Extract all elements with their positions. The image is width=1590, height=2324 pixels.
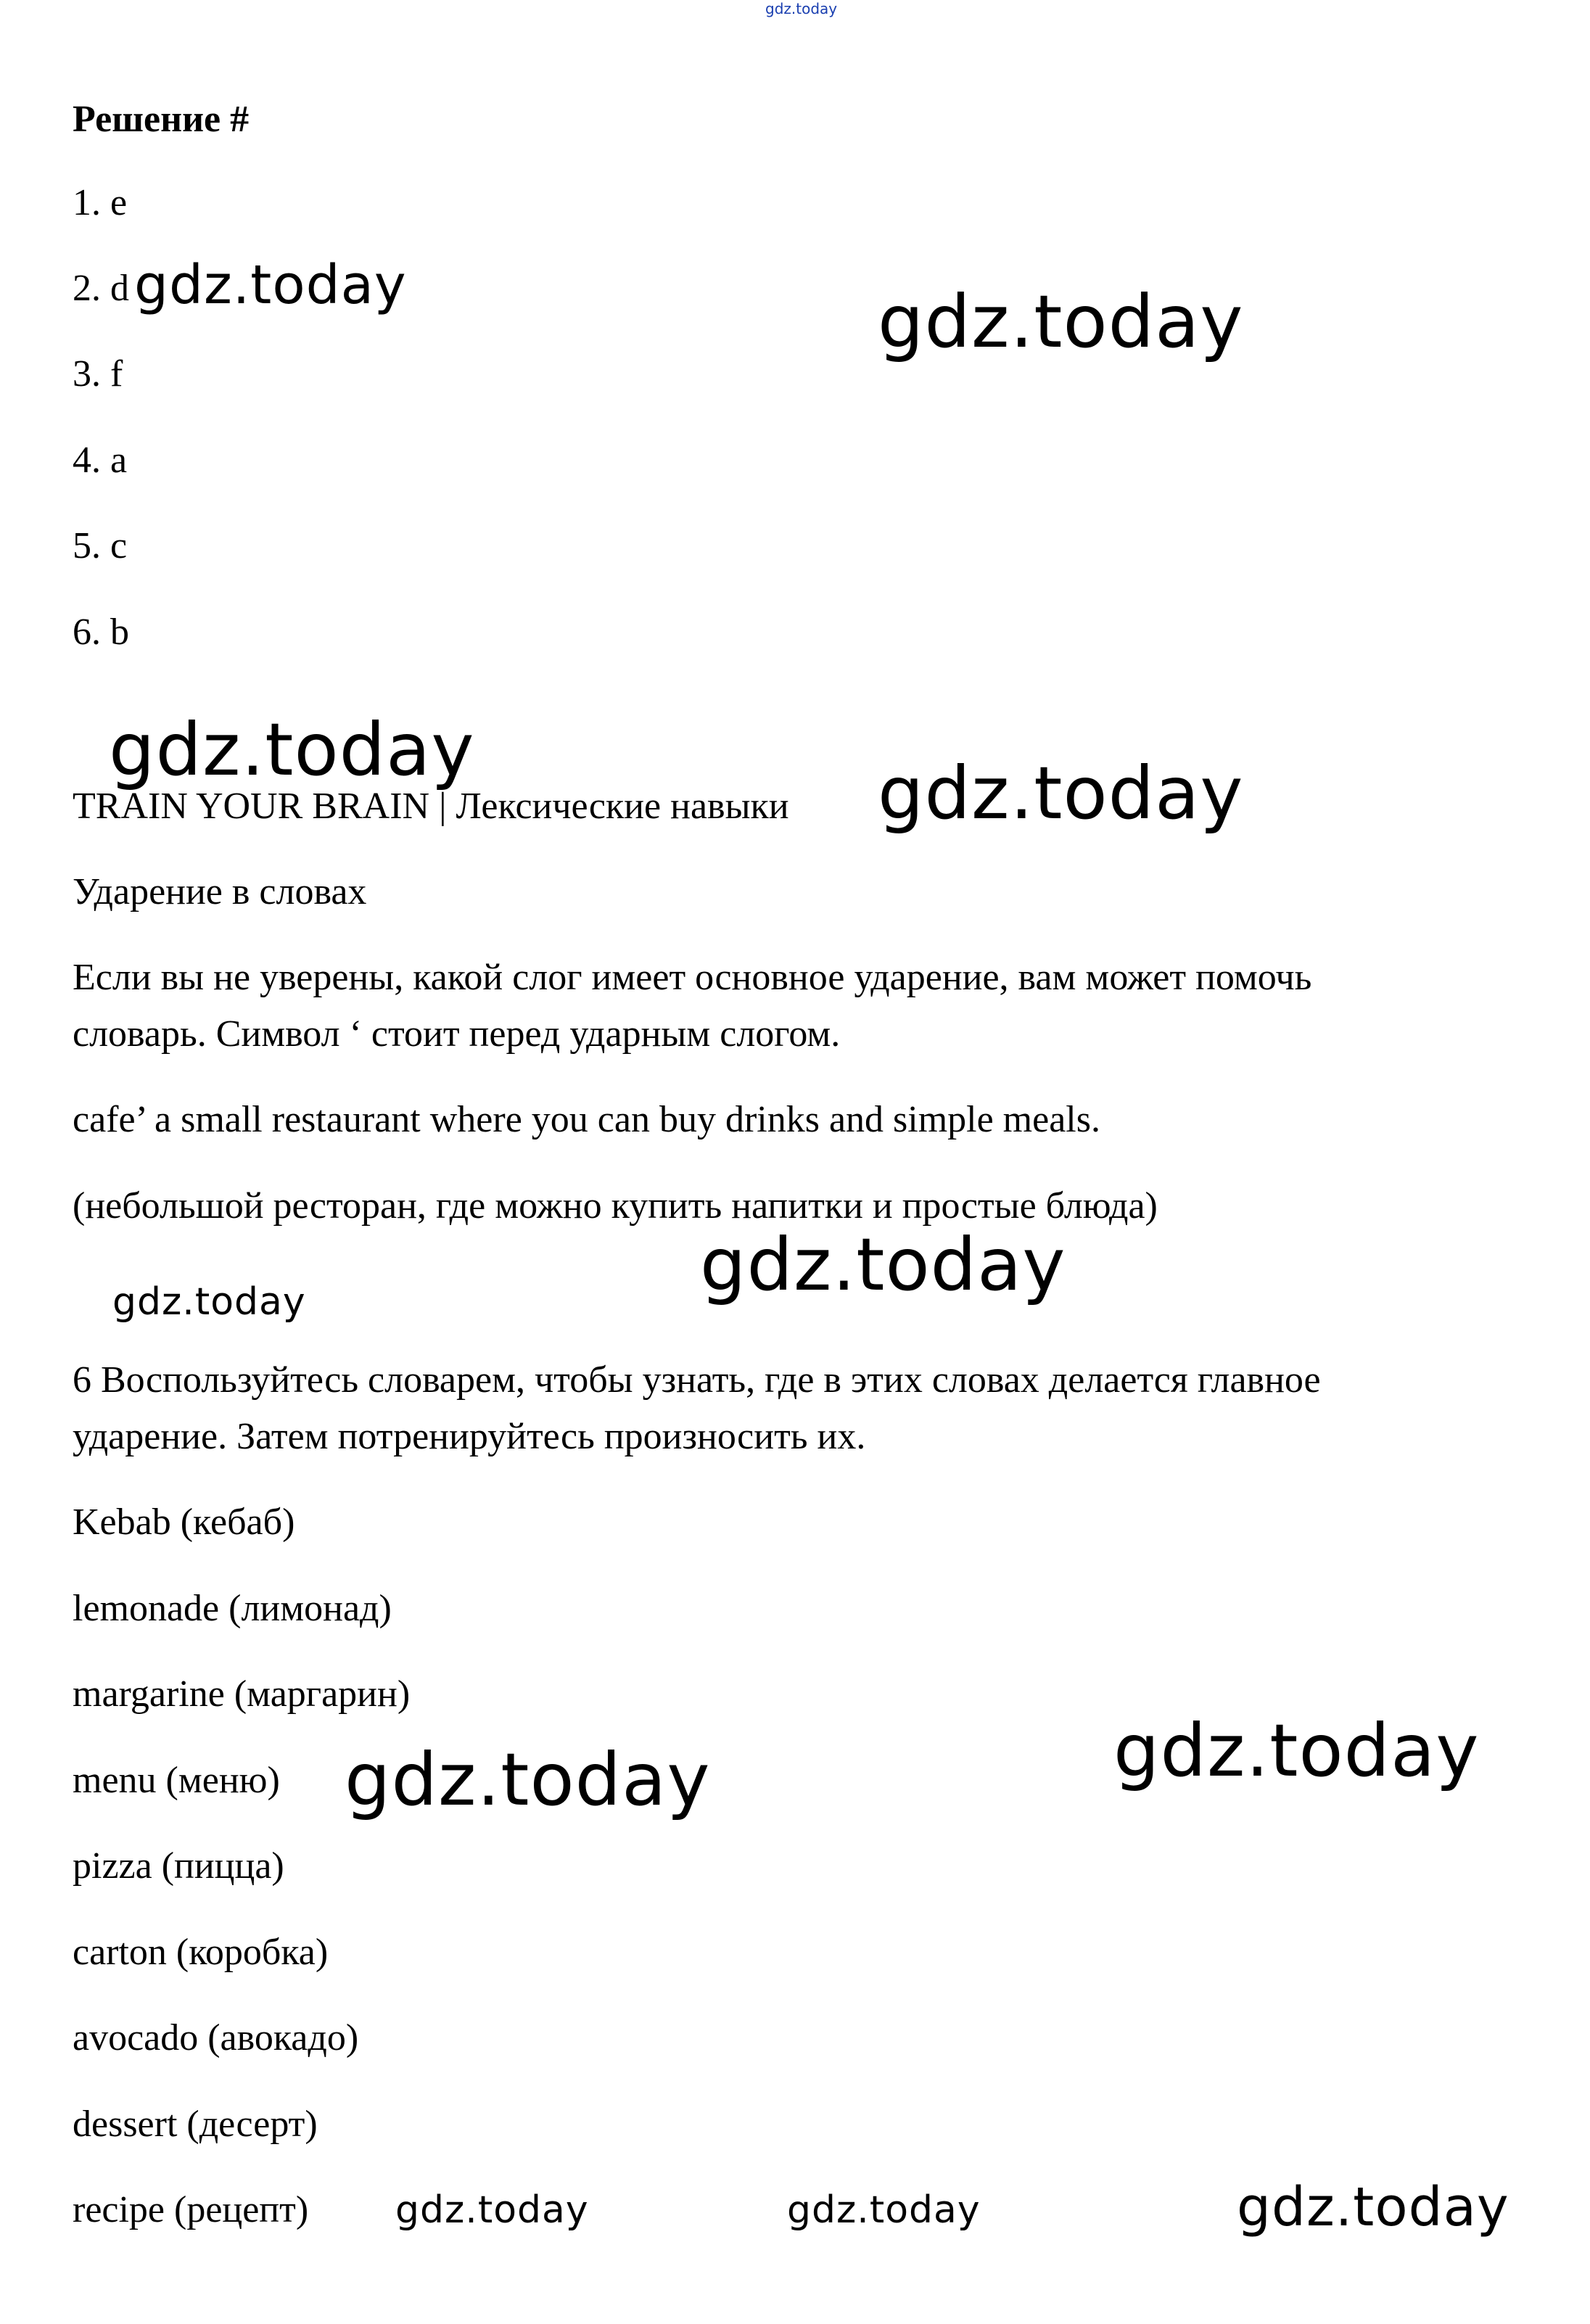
intro-line-2: словарь. Символ ‘ стоит перед ударным слогом.	[73, 1013, 841, 1055]
word-item: margarine (маргарин)	[73, 1673, 411, 1715]
answer-5: 5. c	[73, 525, 128, 566]
watermark: gdz.today	[1113, 1708, 1480, 1793]
word-item: dessert (десерт)	[73, 2103, 318, 2145]
answer-1: 1. e	[73, 182, 128, 223]
intro-line-1: Если вы не уверены, какой слог имеет основное ударение, вам может помочь	[73, 957, 1312, 998]
word-item: Kebab (кебаб)	[73, 1501, 295, 1543]
example-english: cafe’ a small restaurant where you can buy drinks and simple meals.	[73, 1099, 1100, 1140]
word-item: pizza (пицца)	[73, 1845, 284, 1887]
watermark: gdz.today	[109, 707, 475, 792]
watermark: gdz.today	[395, 2188, 589, 2232]
word-item: menu (меню)	[73, 1760, 280, 1801]
answer-4: 4. a	[73, 440, 128, 481]
section-title: TRAIN YOUR BRAIN | Лексические навыки	[73, 786, 789, 827]
task-line-2: ударение. Затем потренируйтесь произносить их.	[73, 1416, 866, 1457]
watermark: gdz.today	[878, 751, 1244, 836]
solution-heading: Решение #	[73, 99, 250, 140]
top-watermark: gdz.today	[765, 0, 838, 17]
example-russian: (небольшой ресторан, где можно купить напитки и простые блюда)	[73, 1185, 1158, 1227]
word-item: avocado (авокадо)	[73, 2017, 359, 2059]
word-item: carton (коробка)	[73, 1932, 329, 1973]
task-line-1: 6 Воспользуйтесь словарем, чтобы узнать, где в этих словах делается главное	[73, 1359, 1321, 1401]
watermark: gdz.today	[134, 254, 407, 316]
subsection-title: Ударение в словах	[73, 871, 367, 912]
word-item: lemonade (лимонад)	[73, 1588, 392, 1629]
watermark: gdz.today	[787, 2188, 981, 2232]
answer-6: 6. b	[73, 611, 129, 653]
watermark: gdz.today	[878, 279, 1244, 364]
answer-3: 3. f	[73, 353, 123, 395]
watermark: gdz.today	[1237, 2176, 1509, 2238]
word-item: recipe (рецепт)	[73, 2189, 309, 2230]
watermark: gdz.today	[345, 1737, 711, 1822]
watermark: gdz.today	[700, 1222, 1066, 1307]
watermark: gdz.today	[112, 1280, 306, 1324]
answer-2: 2. d	[73, 268, 129, 309]
